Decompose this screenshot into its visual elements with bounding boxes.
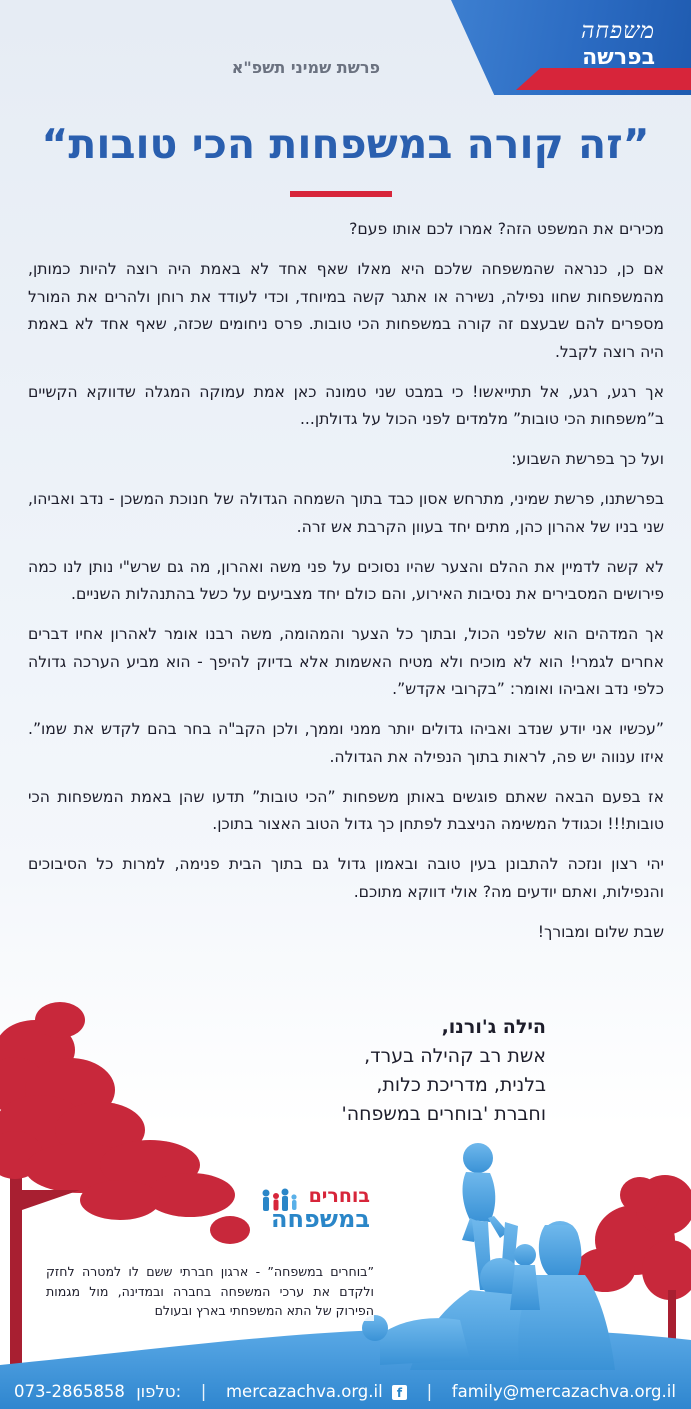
- article-paragraph: ועל כך בפרשת השבוע:: [511, 450, 664, 468]
- parasha-label: פרשת שמיני תשפ"א: [231, 58, 380, 77]
- org-description: ”בוחרים במשפחה” - ארגון חברתי ששם לו למטרה לחזק ולקדם את ערכי המשפחה בחברה ובמדינה, מול מגמות הפירוק של התא המשפחתי בארץ ובעולם: [46, 1262, 374, 1321]
- article-paragraph: שבת שלום ומבורך!: [537, 922, 664, 941]
- website-link[interactable]: mercazachva.org.il: [225, 1381, 383, 1401]
- headline: ”זה קורה במשפחות הכי טובות“: [41, 120, 650, 168]
- footer: [0, 1371, 691, 1409]
- article-paragraph: בפרשתנו, פרשת שמיני, מתרחש אסון כבד בתוך השמחה הגדולה של חנוכת המשכן - נדב ואביהו, שני בניו של אהרון כהן, מתים יחד בעוון הקרבת אש זרה.: [28, 490, 664, 536]
- phone-number[interactable]: 073-2865858: [14, 1381, 125, 1401]
- footer-separator: |: [426, 1381, 433, 1401]
- footer-separator: |: [200, 1381, 207, 1401]
- article-paragraph: אך המדהים הוא שלפני הכול, ובתוך כל הצער והמהומה, משה רבנו אומר לאהרון אחיו דברים אחרים לגמרי! הוא לא מוכיח ולא מטיח האשמות אלא בדיוק להיפך - הוא מביע הערכה גדולה כלפי נדב ואביהו ואומר: ”בקרובי אקדש”.: [28, 625, 664, 698]
- article-body: [28, 216, 664, 959]
- author-name: הילה ג'ורנו,: [441, 1016, 546, 1038]
- footer-phone: [14, 1382, 181, 1401]
- family-silhouette: [362, 1143, 615, 1370]
- article-paragraph: יהי רצון ונזכה להתבונן בעין טובה ובאמון גדול גם בתוך הבית פנימה, למרות כל הסיבוכים והנפילות, ואתם יודעים מה? אולי דווקא מתוכם.: [28, 855, 664, 901]
- article-paragraph: אם כן, כנראה שהמשפחה שלכם היא מאלו שאף אחד לא באמת היה רוצה להיות כמותן, מהמשפחות שחוו נפילה, נשירה או אתגר קשה במיוחד, וכדי לעודד את רוחן ולהרים את המורל מספרים להם שבעצם זה קורה במשפחות הכי טובות. פרס ניחומים שכזה, שאף אחד לא באמת היה רוצה לקבל.: [28, 260, 664, 361]
- org-logo-line1: בוחרים: [308, 1185, 370, 1207]
- brand-logo-line2: בפרשה: [582, 45, 655, 70]
- author-title-line: בלנית, מדריכת כלות,: [376, 1074, 546, 1096]
- email-link[interactable]: family@mercazachva.org.il: [451, 1381, 676, 1401]
- brand-logo-line1: משפחה: [580, 18, 655, 44]
- footer-contacts: [14, 1377, 676, 1405]
- phone-label: טלפון:: [136, 1381, 182, 1401]
- article-paragraph: מכירים את המשפט הזה? אמרו לכם אותו פעם?: [349, 220, 664, 238]
- footer-site: [226, 1382, 407, 1401]
- org-logo: [250, 1185, 370, 1245]
- article-paragraph: ”עכשיו אני יודע שנדב ואביהו גדולים יותר ממני וממך, ולכן הקב"ה בחר בהם לקדש את שמו”. איזו ענווה יש פה, לראות בתוך הנפילה את הגדולה.: [28, 720, 664, 766]
- org-logo-line2: במשפחה: [271, 1205, 370, 1233]
- headline-divider: [290, 191, 392, 197]
- facebook-icon[interactable]: f: [392, 1385, 407, 1400]
- article-paragraph: לא קשה לדמיין את ההלם והצער שהיו נסוכים על פני משה ואהרון, מה גם שרש"י נותן לנו כמה פירושים המסבירים את נסיבות האירוע, והם כולם יחד מצביעים על כשל בהתנהלות השניים.: [28, 557, 664, 603]
- article-paragraph: אז בפעם הבאה שאתם פוגשים באותן משפחות ”הכי טובות” תדעו שהן באמת המשפחות הכי טובות!!! וכגודל המשימה הניצבת לפתחן כך גדול הטוב האצור בתוכן.: [28, 787, 664, 833]
- brand-logo: [505, 18, 655, 72]
- author-signature: [206, 1013, 546, 1129]
- author-title-line: וחברת 'בוחרים במשפחה': [341, 1103, 546, 1125]
- author-title-line: אשת רב קהילה בערד,: [364, 1045, 546, 1067]
- article-paragraph: אך רגע, רגע, אל תתייאשו! כי במבט שני טמונה כאן אמת עמוקה המגלה שדווקא הקשיים ב”משפחות הכי טובות” מלמדים לפני הכול על גדולתן...: [28, 382, 664, 428]
